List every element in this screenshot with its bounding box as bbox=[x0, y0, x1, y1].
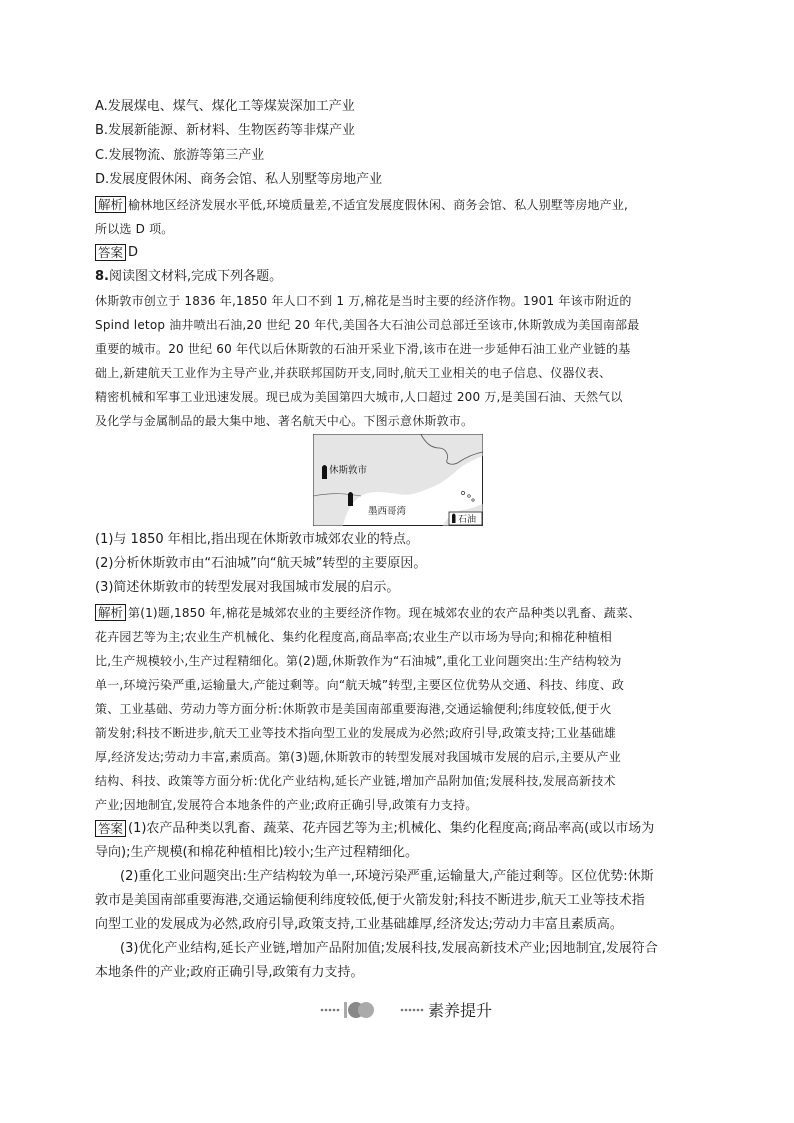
gulf-label: 墨西哥湾 bbox=[368, 506, 407, 517]
q8-material-line-1: 休斯敦市创立于 1836 年,1850 年人口不到 1 万,棉花是当时主要的经济作物。1901 年该市附近的 bbox=[95, 294, 632, 308]
analysis-tag: 解析 bbox=[95, 196, 126, 213]
q8-answer-line-7: 本地条件的产业;政府正确引导,政策有力支持。 bbox=[95, 965, 364, 980]
q8-material-line-2: Spind letop 油井喷出石油,20 世纪 20 年代,美国各大石油公司总部迁至该市,休斯敦成为美国南部最 bbox=[95, 318, 640, 332]
q8-analysis-line-2: 花卉园艺等为主;农业生产机械化、集约化程度高,商品率高;农业生产以市场为导向;和棉花种植相 bbox=[95, 630, 612, 644]
q8-analysis-line-6: 箭发射;科技不断进步,航天工业等技术指向型工业的发展成为必然;政府引导,政策支持;工业基础雄 bbox=[95, 726, 616, 740]
q8-material-line-5: 精密机械和军事工业迅速发展。现已成为美国第四大城市,人口超过 200 万,是美国石油、天然气以 bbox=[95, 390, 623, 404]
q7-analysis-line-2: 所以选 D 项。 bbox=[95, 222, 174, 236]
option-d: D.发展度假休闲、商务会馆、私人别墅等房地产业 bbox=[95, 172, 383, 187]
q8-analysis-line-4: 单一,环境污染严重,运输量大,产能过剩等。向“航天城”转型,主要区位优势从交通、科技、纬度、政 bbox=[95, 678, 625, 692]
circle-icon bbox=[358, 1002, 374, 1018]
legend-oil-icon bbox=[452, 514, 456, 524]
q7-answer: D bbox=[128, 245, 139, 260]
section-title: 素养提升 bbox=[428, 1001, 493, 1020]
houston-map bbox=[313, 434, 483, 526]
q7-analysis-line-1: 榆林地区经济发展水平低,环境质量差,不适宜发展度假休闲、商务会馆、私人别墅等房地产业, bbox=[128, 198, 629, 212]
option-c: C.发展物流、旅游等第三产业 bbox=[95, 148, 265, 163]
q8-material-line-3: 重要的城市。20 世纪 60 年代以后休斯敦的石油开采业下滑,该市在进一步延伸石油工业产业链的基 bbox=[95, 342, 631, 356]
analysis-tag: 解析 bbox=[95, 604, 126, 621]
q8-analysis-line-3: 比,生产规模较小,生产过程精细化。第(2)题,休斯敦作为“石油城”,重化工业问题突出:生产结构较为 bbox=[95, 654, 622, 668]
q8-answer-line-3: (2)重化工业问题突出:生产结构较为单一,环境污染严重,运输量大,产能过剩等。区位优势:休斯 bbox=[120, 869, 654, 884]
q8-analysis-line-8: 结构、科技、政策等方面分析:优化产业结构,延长产业链,增加产品附加值;发展科技,发展高新技术 bbox=[95, 774, 616, 788]
q8-answer-line-4: 敦市是美国南部重要海港,交通运输便利纬度较低,便于火箭发射;科技不断进步,航天工业等技术指 bbox=[95, 893, 645, 908]
answer-tag: 答案 bbox=[95, 244, 126, 261]
q8-analysis-line-5: 策、工业基础、劳动力等方面分析:休斯敦市是美国南部重要海港,交通运输便利;纬度较低,便于火 bbox=[95, 702, 612, 716]
q8-analysis-line-7: 厚,经济发达;劳动力丰富,素质高。第(3)题,休斯敦市的转型发展对我国城市发展的启示,主要从产业 bbox=[95, 750, 621, 764]
oil-well-icon bbox=[348, 492, 353, 506]
answer-tag: 答案 bbox=[95, 820, 126, 837]
q8-material-line-4: 础上,新建航天工业作为主导产业,并获联邦国防开支,同时,航天工业相关的电子信息、仪器仪表、 bbox=[95, 366, 612, 380]
section-header bbox=[320, 996, 520, 1024]
q8-title-text: 阅读图文材料,完成下列各题。 bbox=[108, 269, 283, 284]
legend-label: 石油 bbox=[458, 515, 477, 525]
q8-number: 8. bbox=[95, 269, 109, 284]
option-b: B.发展新能源、新材料、生物医药等非煤产业 bbox=[95, 123, 356, 138]
q8-question-3: (3)简述休斯敦市的转型发展对我国城市发展的启示。 bbox=[95, 580, 400, 595]
dots-right bbox=[401, 1009, 424, 1012]
q8-question-1: (1)与 1850 年相比,指出现在休斯敦市城郊农业的特点。 bbox=[95, 532, 419, 547]
q8-answer-line-2: 导向);生产规模(和棉花种植相比)较小;生产过程精细化。 bbox=[95, 845, 418, 860]
q8-answer-line-5: 向型工业的发展成为必然,政府引导,政策支持,工业基础雄厚,经济发达;劳动力丰富且素质高。 bbox=[95, 917, 623, 932]
option-a: A.发展煤电、煤气、煤化工等煤炭深加工产业 bbox=[95, 99, 355, 114]
oil-well-icon bbox=[322, 465, 327, 479]
divider-bar bbox=[344, 1002, 347, 1018]
q8-analysis-line-9: 产业;因地制宜,发展符合本地条件的产业;政府正确引导,政策有力支持。 bbox=[95, 798, 478, 812]
city-label: 休斯敦市 bbox=[329, 465, 368, 476]
q8-material-line-6: 及化学与金属制品的最大集中地、著名航天中心。下图示意休斯敦市。 bbox=[95, 414, 474, 428]
q8-analysis-line-1: 第(1)题,1850 年,棉花是城郊农业的主要经济作物。现在城郊农业的农产品种类以乳畜、蔬菜、 bbox=[128, 606, 641, 620]
dots-left bbox=[321, 1009, 340, 1012]
q8-answer-line-1: (1)农产品种类以乳畜、蔬菜、花卉园艺等为主;机械化、集约化程度高;商品率高(或以市场为 bbox=[128, 821, 655, 836]
q8-title bbox=[95, 269, 282, 285]
q8-question-2: (2)分析休斯敦市由“石油城”向“航天城”转型的主要原因。 bbox=[95, 556, 427, 571]
q8-answer-line-6: (3)优化产业结构,延长产业链,增加产品附加值;发展科技,发展高新技术产业;因地制宜,发展符合 bbox=[120, 941, 658, 956]
